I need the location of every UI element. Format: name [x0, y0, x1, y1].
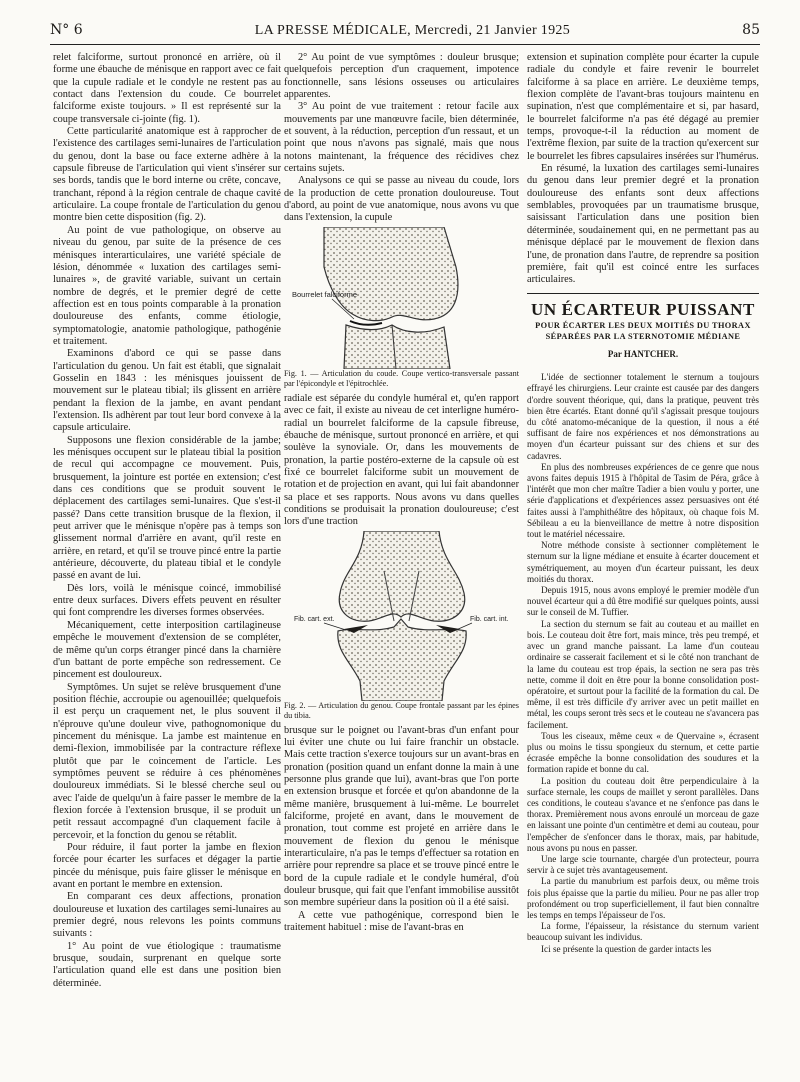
header-rule	[50, 44, 760, 45]
paragraph: Depuis 1915, nous avons employé le premier modèle d'un nouvel écarteur qui a dû être modifié sur quelques points, aussi sur le conseil de M. Tuffier.	[527, 585, 759, 618]
paragraph: Notre méthode consiste à sectionner complètement le sternum sur la ligne médiane et ensuite à écarter doucement et symétriquement, au moyen d'un écarteur puissant, les deux moitiés du thorax.	[527, 540, 759, 584]
fig2-label-right: Fib. cart. int.	[470, 615, 509, 623]
paragraph: Symptômes. Un sujet se relève brusquement d'une position fléchie, accroupie ou agenouillée; quelquefois il est perçu un craquement net, le plus souvent il n'éprouve qu'une douleur vive, pathognomonique du pincement du ménisque. La jambe est maintenue en demi-flexion, immobilisée par la contracture réflexe plutôt que par le coincement de l'article. Les symptômes peuvent se réduire à ces phénomènes douloureux immédiats. Si le blessé cherche seul ou avec l'aide de quelqu'un à faire passer le membre de la flexion forcée à l'extension brusque, il se produit un petit ressaut accompagné d'un claquement facile à percevoir, et la fonction du genou se rétablit.	[53, 681, 281, 841]
paragraph: Dès lors, voilà le ménisque coincé, immobilisé entre deux surfaces. Divers effets peuvent en résulter qui font comprendre les diverses formes observées.	[53, 582, 281, 619]
paragraph: Une large scie tournante, chargée d'un protecteur, pourra servir à ce sujet très avantageusement.	[527, 853, 759, 876]
paragraph: 3° Au point de vue traitement : retour facile aux mouvements par une manœuvre facile, bien déterminée, et souvent, à la réduction, perception d'un ressaut, et un point que nous n'avons pas signalé, mais que nous notons maintenant, la fréquence des récidives chez certains sujets.	[284, 101, 519, 175]
page-number-left: N° 6	[50, 22, 83, 38]
figure-2-knee	[284, 531, 519, 721]
article-separator	[527, 293, 759, 294]
paragraph: brusque sur le poignet ou l'avant-bras d'un enfant pour lui éviter une chute ou lui faire franchir un obstacle. Mais cette traction s'exerce toujours sur un avant-bras en pronation (position quand un enfant donne la main à une personne plus grande que lui), avant-bras que l'on porte en extension brusque et forcée et qu'on abandonne de la même manière, brusquement à lui-même. Le bourrelet falciforme, projeté en avant, dans le mouvement de pronation, tout comme est projeté en arrière dans le mouvement de flexion du genou le ménisque interarticulaire, n'a pas le temps d'effectuer sa rotation en arrière pour reprendre sa place et se trouve pincé entre le bord de la cupule radiale et le condyle huméral, d'où douleur brusque, qui fait que l'enfant immobilise aussitôt son membre supérieur dans la position où il a été saisi.	[284, 724, 519, 909]
paragraph: A cette vue pathogénique, correspond bien le traitement habituel : mise de l'avant-bras en	[284, 909, 519, 934]
column-1	[53, 52, 281, 1072]
page-number-right: 85	[742, 22, 760, 38]
figure-1-caption: Fig. 1. — Articulation du coude. Coupe vertico-transversale passant par l'épicondyle et l'épitrochlée.	[284, 368, 519, 388]
paragraph: En plus des nombreuses expériences de ce genre que nous avons faites depuis 1915 à l'hôpital de Tasim de Péra, grâce à l'intérêt que mon cher maître Tadier a bien voulu y porter, une série d'applications et d'expériences assez persuasives ont été faites aussi à l'amphithéâtre des hôpitaux, où chaque fois M. Sébileau a eu la bienveillance de mettre à notre disposition tout le matériel nécessaire.	[527, 461, 759, 540]
paragraph: relet falciforme, surtout prononcé en arrière, où il forme une ébauche de ménisque en rapport avec ce fait que la cupule radiale et le condyle ne restent pas au contact dans l'extension du coude. Ce bourrelet falciforme existe toujours. » Il est représenté sur la coupe transversale ci-jointe (fig. 1).	[53, 52, 281, 125]
paragraph: La partie du manubrium est parfois deux, ou même trois fois plus épaisse que la partie du milieu. Pour ne pas aller trop profondément ou trop superficiellement, il faut bien connaître les temps en temps l'épaisseur de l'os.	[527, 876, 759, 920]
paragraph: Examinons d'abord ce qui se passe dans l'articulation du genou. Un fait est établi, que signalait Gosselin en 1843 : les ménisques jouissent de mouvement sur le plateau tibial; ils glissent en arrière pendant la flexion de la jambe, en avant pendant l'extension. Ils adhèrent par tout leur bord convexe à la capsule articulaire.	[53, 348, 281, 434]
journal-title: LA PRESSE MÉDICALE, Mercredi, 21 Janvier 1925	[254, 23, 571, 38]
paragraph: La section du sternum se fait au couteau et au maillet en bois. Le couteau doit être fort, mais mince, très peu trempé, et avec un grand manche paissant. La lame d'un couteau ordinaire se casserait facilement et si le côté non tranchant de la lame du couteau est trop épais, la section ne sera pas très nette, comme il doit en être pour la bonne consolidation post-opératoire, et surtout pour la facilité de la formation du cal. De même, il est très difficile d'y arriver avec un petit maillet en métal, les coups seront très secs et le couteau ne s'avancera pas facilement.	[527, 618, 759, 730]
paragraph: Au point de vue pathologique, on observe au niveau du genou, par suite de la présence de ces ménisques interarticulaires, une variété spéciale de lésion, dénommée « luxation des cartilages semi-lunaires », de gravité variable, suivant un certain nombre de degrés, et le premier degré de cette affection est en tous points comparable à la pronation douloureuse des enfants, comme étiologie, symptomatologie, anatomie pathologique, pathogénie et traitement.	[53, 224, 281, 347]
paragraph: Supposons une flexion considérable de la jambe; les ménisques occupent sur le plateau tibial la position de recul qui accompagne ce mouvement. Puis, brusquement, la jointure est portée en extension; c'est dans ces conditions que se produit souvent le déplacement des cartilages semi-lunaires. Que s'est-il passé? Dans cette transition brusque de la flexion, il peut arriver que le ménisque n'opère pas à temps son glissement normal d'arrière en avant, qu'il reste en arrière, en retard, et qu'il se trouve pincé entre la partie antérieure, découverte, du plateau tibial et le condyle passé en avant de lui.	[53, 434, 281, 582]
paragraph: Analysons ce qui se passe au niveau du coude, lors de la production de cette pronation douloureuse. Tout d'abord, au point de vue anatomique, nous avons vu que dans l'extension, la cupule	[284, 175, 519, 224]
paragraph: 1° Au point de vue étiologique : traumatisme brusque, soudain, surprenant en quelque sorte l'articulation quand elle est dans une position bien déterminée.	[53, 940, 281, 989]
paragraph: Cette particularité anatomique est à rapprocher de l'existence des cartilages semi-lunaires de l'articulation du genou, dont la base ou face externe adhère à la capsule fibreuse de l'articulation qui vient s'insérer sur ses bords, tandis que le bord interne ou crête, concave, tranchant, répond à la région centrale de chaque cavité articulaire. La coupe frontale de l'articulation du genou montre bien cette disposition (fig. 2).	[53, 126, 281, 224]
figure-1-elbow	[284, 227, 519, 389]
paragraph: L'idée de sectionner totalement le sternum a toujours effrayé les chirurgiens. Leur crainte est causée par des dangers d'ordre souvent théorique, qui, dans la pratique, peuvent très bien être écartés. Etant donné qu'il s'agissait presque toujours du côté anatomo-mécanique de la question, il nous a été suffisant de faire nos expériences et nos démonstrations au moyen d'un écarteur puissant sur des chiens et sur des cadavres.	[527, 372, 759, 461]
column-3	[527, 52, 759, 1072]
article-2-title: UN ÉCARTEUR PUISSANT	[531, 299, 755, 319]
article-2-subtitle-2: SÉPARÉES PAR LA STERNOTOMIE MÉDIANE	[545, 331, 741, 341]
paragraph: La forme, l'épaisseur, la résistance du sternum varient beaucoup suivant les individus.	[527, 921, 759, 943]
article-2-body	[527, 372, 759, 955]
paragraph: 2° Au point de vue symptômes : douleur brusque; quelquefois perception d'un craquement, impotence fonctionnelle, sans lésions osseuses ou articulaires apparentes.	[284, 52, 519, 101]
knee-section-illustration	[284, 531, 519, 701]
paragraph: Tous les ciseaux, même ceux « de Quervaine », écrasent plus ou moins le tissu spongieux du sternum, et cette partie écrasée empêche la bonne consolidation des soudures et la formation rapide et bonne du cal.	[527, 730, 759, 775]
elbow-section-illustration	[284, 227, 519, 369]
article-2-subtitle-1: POUR ÉCARTER LES DEUX MOITIÉS DU THORAX	[535, 320, 751, 330]
paragraph: La position du couteau doit être perpendiculaire à la surface sternale, les coups de maillet y seront parallèles. Dans ces conditions, le couteau s'avance et ne s'enfonce pas dans le thorax. Premièrement nous avons enroulé un morceau de gaze en laissant une pointe d'un centimètre et demi au couteau, pour l'empêcher de s'enfoncer dans le thorax, mais, par habitude, nous avons pu nous en passer.	[527, 775, 759, 853]
fig2-label-left: Fib. cart. ext.	[294, 615, 335, 623]
paragraph: radiale est séparée du condyle huméral et, qu'en rapport avec ce fait, il existe au niveau de cet interligne huméro-radial un bourrelet falciforme de la capsule fibreuse, ébauche de ménisque, surtout prononcé en arrière, et qui soulève la synoviale. Or, dans les mouvements de pronation, la partie postéro-externe de la capsule où est fixé ce bourrelet falciforme subit un mouvement de rotation et de projection en avant, qui lui fait abandonner sa place et ses rapports. Nous avons vu dans quelles conditions se produisait la pronation douloureuse; c'est lors d'une traction	[284, 392, 519, 528]
figure-2-caption: Fig. 2. — Articulation du genou. Coupe frontale passant par les épines du tibia.	[284, 700, 519, 720]
paragraph: Ici se présente la question de garder intacts les	[541, 943, 712, 954]
column-2	[284, 52, 519, 1072]
page-header	[50, 22, 760, 44]
paragraph: Pour réduire, il faut porter la jambe en flexion forcée pour écarter les surfaces et dégager la partie pincée du ménisque, puis faire glisser le ménisque en avant en portant le membre en extension.	[53, 842, 281, 891]
paragraph: Mécaniquement, cette interposition cartilagineuse empêche le mouvement d'extension de se compléter, de même qu'un corps étranger pincé dans la charnière d'un battant de porte empêche son redressement. Ce pincement est douloureux.	[53, 619, 281, 681]
paragraph: En résumé, la luxation des cartilages semi-lunaires du genou dans leur premier degré et la pronation douloureuse des enfants sont deux affections semblables, provoquées par un traumatisme brusque, saisissant l'articulation dans une position bien déterminée, soudainement qui, en ne permettant pas au ménisque déplacé par le mouvement de flexion dans l'une, de pronation dans l'autre, de reprendre sa position première, fait qu'il est coincé entre les surfaces articulaires.	[527, 163, 759, 286]
article-2-author: Par HANTCHER.	[607, 348, 679, 359]
paragraph: En comparant ces deux affections, pronation douloureuse et luxation des cartilages semi-lunaires au premier degré, nous relevons les points communs suivants :	[53, 891, 281, 940]
fig1-label: Bourrelet falciforme	[292, 289, 358, 299]
paragraph: extension et supination complète pour écarter la cupule radiale du condyle et faire revenir le bourrelet falciforme à sa place en arrière. Le deuxième temps, flexion complète de l'avant-bras toujours maintenu en supination, n'est que complémentaire et si, par hasard, le bourrelet falciforme n'a pas été dégagé au premier temps, provoque-t-il la réduction au moment de l'extrême flexion, par suite de la traction qu'exercent sur le bourrelet les fibres capsulaires insérées sur l'humérus.	[527, 52, 759, 162]
